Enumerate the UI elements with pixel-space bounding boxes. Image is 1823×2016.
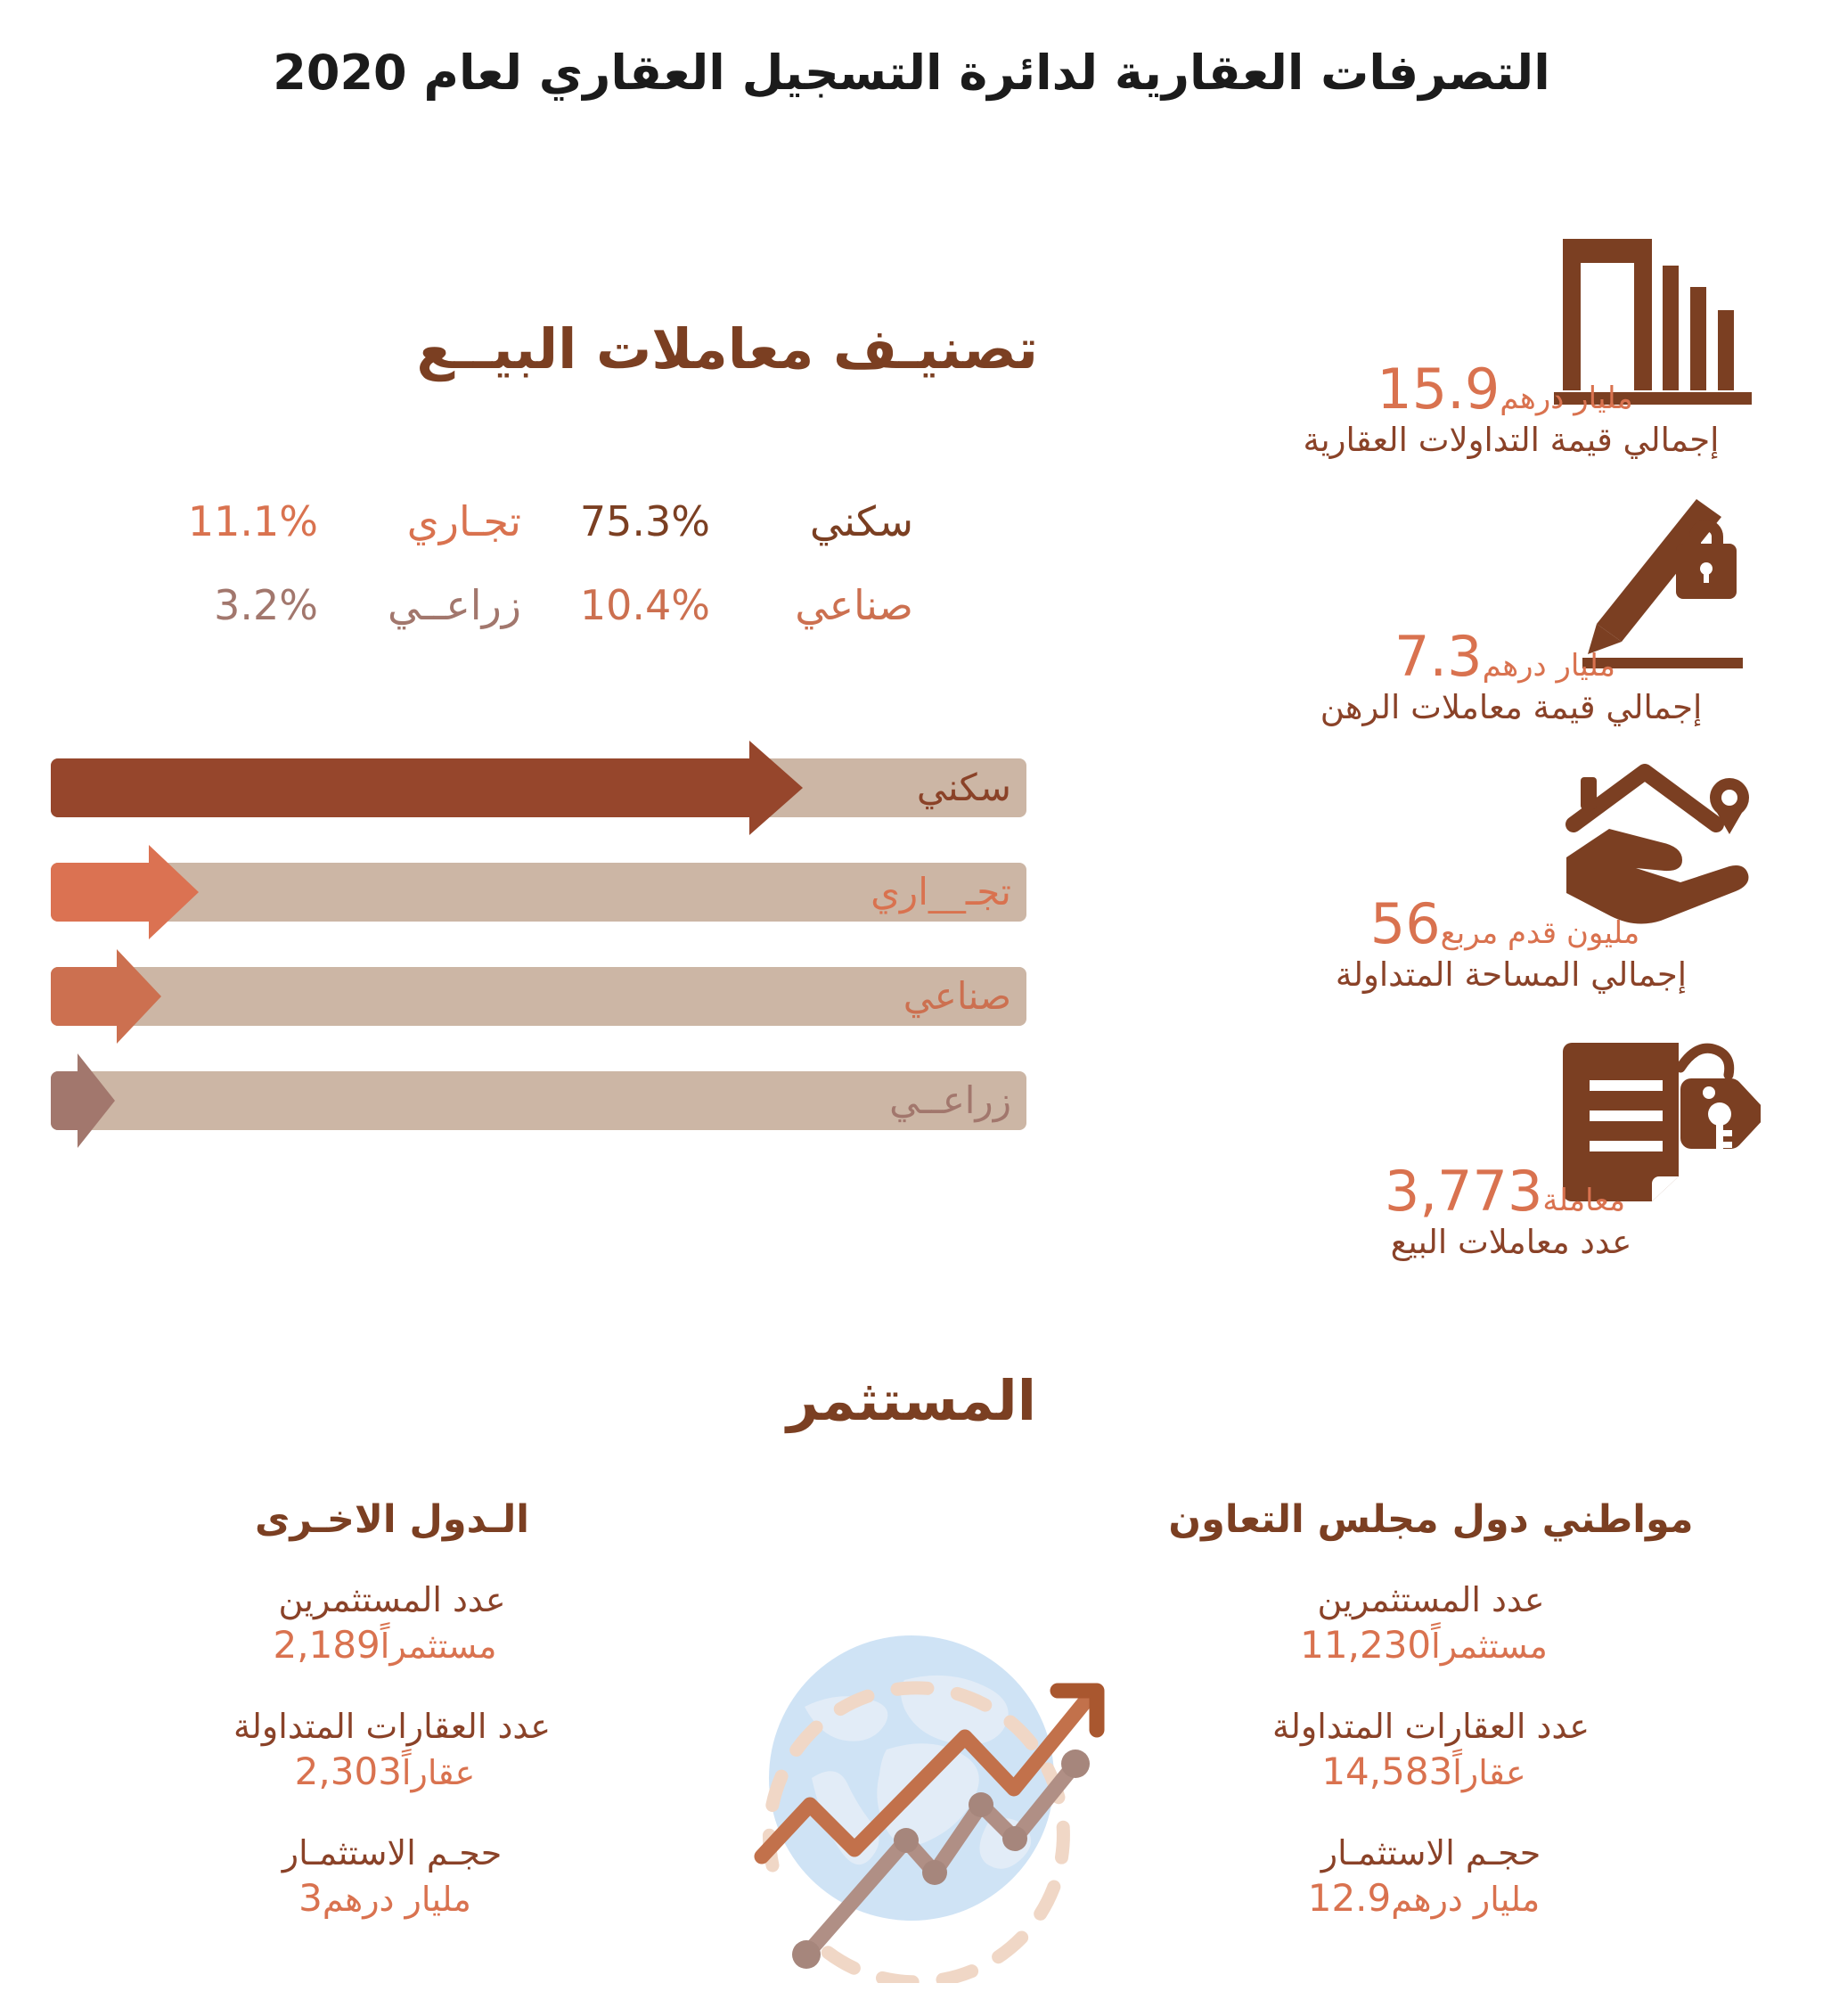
investor-stat-number: 11,230: [1300, 1622, 1432, 1667]
investor-stat-label: حجـم الاستثمـار: [1320, 1833, 1541, 1873]
investor-stat-volume: [1101, 1832, 1761, 1922]
sales-section-heading: تصنيـف معاملات البيــع: [416, 316, 1038, 381]
legend-label: زراعــي: [388, 581, 521, 629]
bar-arrow-head-icon: [149, 845, 199, 939]
kpi-column: [1226, 223, 1796, 1292]
investor-stat-number: 3: [298, 1875, 323, 1920]
investor-stat-value: [62, 1749, 722, 1796]
kpi-card-total-value: [1226, 223, 1796, 490]
investor-stat-label: حجـم الاستثمـار: [282, 1833, 503, 1873]
investor-stat-value: [1101, 1749, 1761, 1796]
legend-label: سكني: [809, 497, 913, 545]
bar-fill-wrap: [51, 741, 787, 835]
legend-value: 3.2%: [214, 581, 318, 629]
kpi-card-sales-count: [1226, 1025, 1796, 1292]
kpi-label: إجمالي المساحة المتداولة: [1335, 955, 1688, 994]
investor-column-title: مواطني دول مجلس التعاون: [1168, 1497, 1694, 1542]
sales-classification-section: [40, 316, 1038, 1158]
investor-stat-unit: عقاراً: [1452, 1752, 1526, 1792]
legend-value: 75.3%: [579, 497, 710, 545]
bar-fill-wrap: [51, 949, 184, 1044]
investor-section-heading: المستثمر: [787, 1368, 1036, 1433]
bar-fill-wrap: [51, 845, 211, 939]
legend-item-residential: [521, 497, 913, 545]
kpi-card-mortgage-value: [1226, 490, 1796, 758]
legend-value: 11.1%: [187, 497, 318, 545]
kpi-unit: مليار درهم: [1500, 381, 1633, 416]
legend-label: صناعي: [795, 581, 913, 629]
investor-stat-unit: مستثمراً: [380, 1626, 497, 1666]
investor-stat-value: [62, 1875, 722, 1922]
investor-stat-value: [1101, 1875, 1761, 1922]
investor-section: [0, 1368, 1823, 1920]
bar-fill: [51, 758, 755, 817]
sales-percentage-legend: [129, 497, 913, 629]
investor-stat-unit: مستثمراً: [1431, 1626, 1548, 1666]
investor-stat-investors: [62, 1579, 722, 1668]
investor-stat-volume: [62, 1832, 722, 1922]
bar-arrow-head-icon: [78, 1053, 115, 1148]
bar-label: صناعي: [903, 974, 1011, 1018]
kpi-number: 56: [1369, 891, 1441, 956]
bar-track: [51, 967, 1026, 1026]
kpi-label: عدد معاملات البيع: [1390, 1223, 1632, 1261]
kpi-unit: مليون قدم مربع: [1440, 915, 1640, 951]
bar-arrow-head-icon: [749, 741, 803, 835]
bar-row-commercial: [40, 845, 1038, 949]
investor-stat-properties: [1101, 1706, 1761, 1795]
bar-fill: [51, 863, 154, 922]
investor-column-gcc: [1101, 1497, 1761, 1922]
legend-item-commercial: [129, 497, 521, 545]
bar-row-industrial: [40, 949, 1038, 1053]
investor-stat-unit: مليار درهم: [1391, 1879, 1541, 1919]
investor-stat-value: [62, 1622, 722, 1669]
legend-item-industrial: [521, 581, 913, 629]
kpi-value-row: [1226, 624, 1796, 689]
investor-stat-label: عدد المستثمرين: [1317, 1580, 1545, 1619]
sales-bar-chart: [40, 741, 1038, 1158]
legend-label: تجـاري: [406, 497, 521, 545]
legend-item-agricultural: [129, 581, 521, 629]
bar-track: [51, 1071, 1026, 1130]
kpi-number: 7.3: [1394, 624, 1483, 689]
bar-fill-wrap: [51, 1053, 149, 1148]
investor-column-other-countries: [62, 1497, 722, 1922]
kpi-unit: مليار درهم: [1482, 648, 1616, 684]
bar-label: تجـ__اري: [871, 870, 1011, 914]
globe-growth-arrow-icon: [698, 1555, 1125, 1983]
investor-stat-number: 12.9: [1307, 1875, 1392, 1920]
bar-arrow-head-icon: [117, 949, 161, 1044]
bar-row-residential: [40, 741, 1038, 845]
bar-fill: [51, 967, 122, 1026]
kpi-value-row: [1226, 891, 1796, 956]
page-title: التصرفات العقارية لدائرة التسجيل العقاري لعام 2020: [273, 45, 1550, 101]
kpi-number: 3,773: [1384, 1159, 1543, 1224]
kpi-label: إجمالي قيمة معاملات الرهن: [1320, 688, 1703, 726]
investor-stat-label: عدد العقارات المتداولة: [233, 1707, 552, 1746]
kpi-card-total-area: [1226, 758, 1796, 1025]
legend-value: 10.4%: [579, 581, 710, 629]
kpi-value-row: [1226, 1159, 1796, 1224]
kpi-unit: معاملة: [1542, 1183, 1626, 1218]
kpi-value-row: [1226, 356, 1796, 422]
investor-stat-label: عدد العقارات المتداولة: [1271, 1707, 1590, 1746]
investor-stat-number: 14,583: [1321, 1749, 1453, 1793]
investor-stat-value: [1101, 1622, 1761, 1669]
investor-stat-label: عدد المستثمرين: [278, 1580, 506, 1619]
kpi-label: إجمالي قيمة التداولات العقارية: [1303, 421, 1720, 459]
investor-stat-number: 2,303: [294, 1749, 402, 1793]
investor-stat-unit: عقاراً: [401, 1752, 476, 1792]
investor-stat-properties: [62, 1706, 722, 1795]
bar-label: سكني: [916, 766, 1011, 809]
investor-stat-number: 2,189: [273, 1622, 380, 1667]
bar-label: زراعــي: [889, 1078, 1011, 1122]
investor-column-title: الـدول الاخـرى: [254, 1497, 530, 1542]
kpi-number: 15.9: [1377, 356, 1500, 422]
bar-row-agricultural: [40, 1053, 1038, 1158]
investor-stat-unit: مليار درهم: [322, 1879, 471, 1919]
investor-stat-investors: [1101, 1579, 1761, 1668]
